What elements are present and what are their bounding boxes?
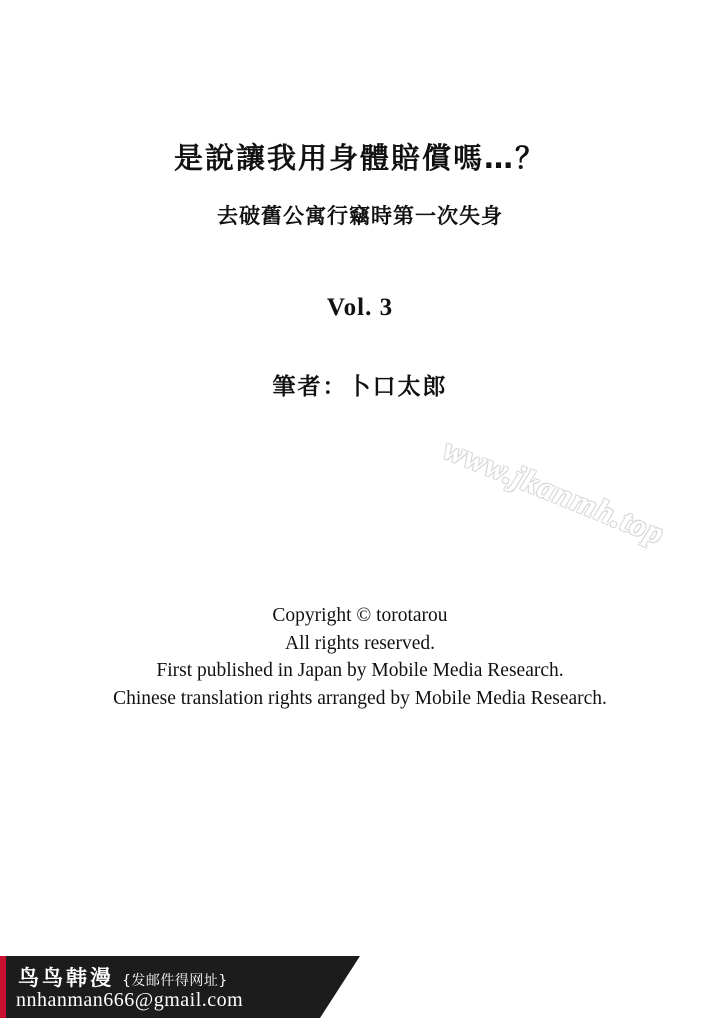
copyright-line-3: First published in Japan by Mobile Media Research. (156, 660, 564, 682)
page-subtitle: 去破舊公寓行竊時第一次失身 (217, 203, 503, 228)
footer-brand-label: 鸟鸟韩漫 (18, 966, 114, 990)
footer-note-label: {发邮件得网址} (122, 973, 228, 989)
footer-accent-bar (0, 956, 6, 1018)
copyright-block (0, 602, 720, 713)
copyright-line-4: Chinese translation rights arranged by Mobile Media Research. (113, 688, 607, 710)
volume-label: Vol. 3 (326, 293, 394, 321)
site-watermark: www.jkanmh.top (438, 430, 670, 552)
footer-slant-shape (320, 956, 360, 1018)
title-block (0, 140, 720, 401)
author-label: 筆者：卜口太郎 (272, 373, 448, 400)
footer-banner (0, 956, 720, 1018)
footer-email-label: nnhanman666@gmail.com (16, 989, 244, 1011)
footer-brand-row (18, 962, 228, 992)
page-title: 是說讓我用身體賠償嗎…？ (173, 141, 546, 175)
copyright-line-1: Copyright © torotarou (272, 605, 448, 626)
copyright-line-2: All rights reserved. (284, 632, 435, 654)
